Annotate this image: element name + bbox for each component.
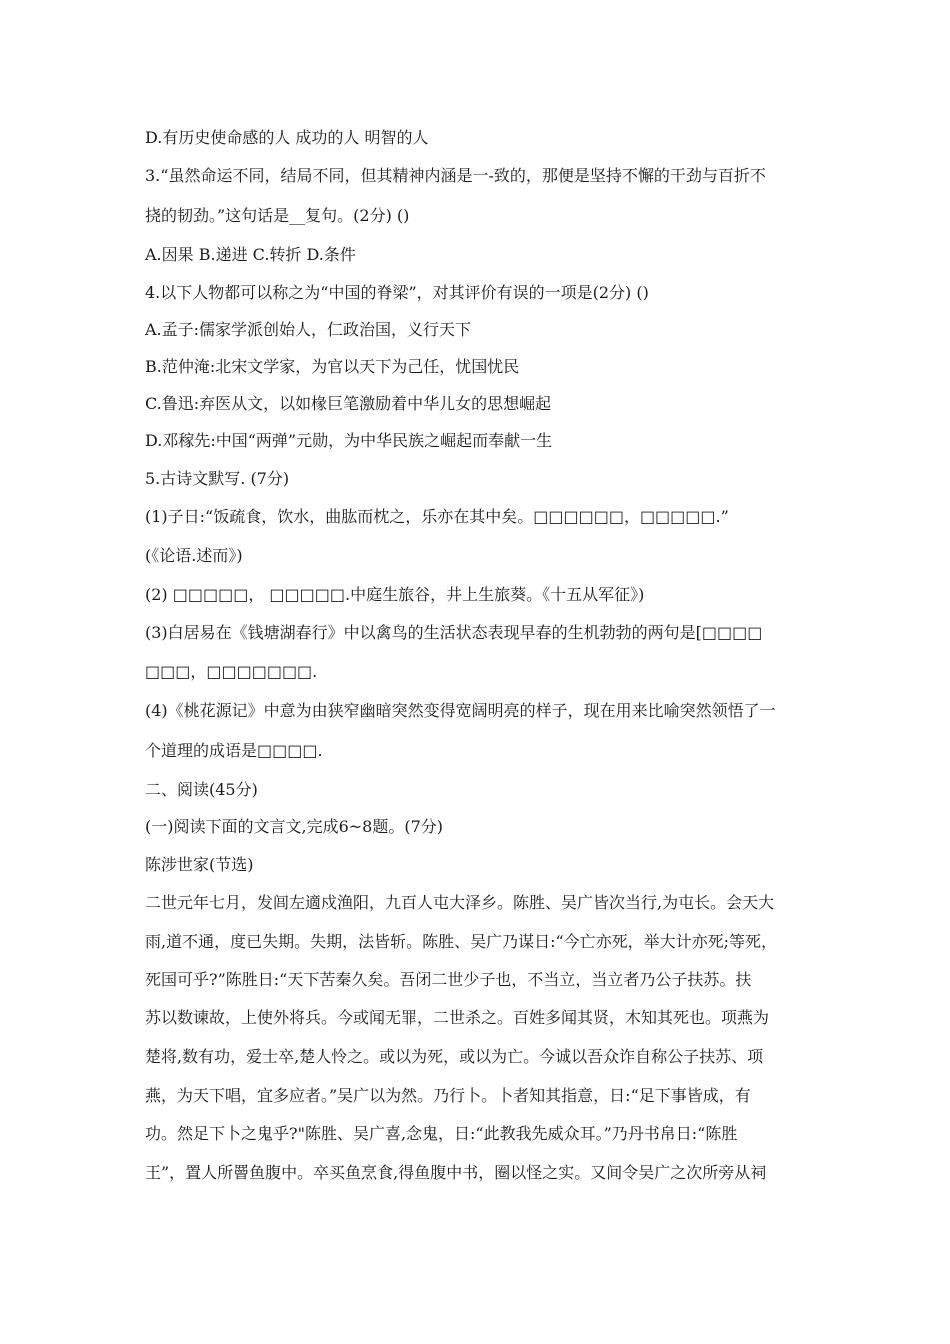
- question-5-item-4-line-2: 个道理的成语是□□□□.: [145, 741, 323, 760]
- passage-line-6: 燕，为天下唱，宜多应者。”吴广以为然。乃行卜。卜者知其指意，日:“足下事皆成，有: [145, 1086, 751, 1105]
- question-5-item-2: (2) □□□□□， □□□□□.中庭生旅谷，井上生旅葵。《十五从军征》): [145, 585, 645, 604]
- passage-line-5: 楚将,数有功，爱士卒,楚人怜之。或以为死，或以为亡。今诚以吾众诈自称公子扶苏、项: [145, 1047, 764, 1066]
- question-5-item-1: (1)子日:“饭疏食，饮水，曲肱而枕之，乐亦在其中矣。□□□□□□，□□□□□.”: [145, 507, 729, 526]
- question-4-option-c: C.鲁迅:弃医从文，以如椽巨笔激励着中华儿女的思想崛起: [145, 394, 552, 413]
- question-3-line-2: 挠的韧劲。”这句话是__复句。(2分) (): [145, 206, 410, 225]
- option-d-line: D.有历史使命感的人 成功的人 明智的人: [145, 128, 429, 147]
- passage-line-4: 苏以数谏故，上使外将兵。今或闻无罪，二世杀之。百姓多闻其贤，木知其死也。项燕为: [145, 1008, 770, 1027]
- question-3-options: A.因果 B.递进 C.转折 D.条件: [145, 245, 356, 264]
- question-4-option-a: A.孟子:儒家学派创始人，仁政治国，义行天下: [145, 320, 472, 339]
- passage-title: 陈涉世家(节选): [145, 855, 254, 874]
- passage-line-1: 二世元年七月，发闾左適戍渔阳，九百人屯大泽乡。陈胜、吴广皆次当行,为屯长。会天大: [145, 893, 775, 912]
- reading-1-instruction: (一)阅读下面的文言文,完成6~8题。(7分): [145, 817, 444, 836]
- question-5-item-3-line-2: □□□，□□□□□□□.: [145, 662, 318, 681]
- question-5-item-1-source: (《论语.述而》): [145, 546, 243, 565]
- passage-line-8: 王”，置人所罾鱼腹中。卒买鱼烹食,得鱼腹中书，圈以怪之实。又间令吴广之次所旁从祠: [145, 1163, 767, 1182]
- passage-line-2: 雨,道不通，度已失期。失期，法皆斩。陈胜、吴广乃谋日:“今亡亦死，举大计亦死;等死，: [145, 932, 778, 951]
- question-5-stem: 5.古诗文默写. (7分): [145, 469, 290, 488]
- section-2-heading: 二、阅读(45分): [145, 780, 258, 799]
- passage-line-7: 功。然足下卜之鬼乎?"陈胜、吴广喜,念鬼，日:“此教我先威众耳。”乃丹书帛日:“陈胜: [145, 1124, 738, 1143]
- question-4-option-b: B.范仲淹:北宋文学家，为官以天下为己任，忧国忧民: [145, 357, 520, 376]
- question-4-stem: 4.以下人物都可以称之为“中国的脊梁”，对其评价有误的一项是(2分) (): [145, 283, 649, 302]
- question-5-item-4-line-1: (4)《桃花源记》中意为由狭窄幽暗突然变得宽阔明亮的样子，现在用来比喻突然领悟了一: [145, 701, 776, 720]
- question-4-option-d: D.邓稼先:中国“两弹”元勋，为中华民族之崛起而奉献一生: [145, 431, 553, 450]
- question-3-line-1: 3.“虽然命运不同，结局不同，但其精神内涵是一-致的，那便是坚持不懈的干劲与百折不: [145, 166, 766, 185]
- passage-line-3: 死国可乎?”陈胜日:“天下苦秦久矣。吾闭二世少子也，不当立，当立者乃公子扶苏。扶: [145, 970, 752, 989]
- question-5-item-3-line-1: (3)白居易在《钱塘湖春行》中以禽鸟的生活状态表现早春的生机勃勃的两句是[□□□□: [145, 623, 763, 642]
